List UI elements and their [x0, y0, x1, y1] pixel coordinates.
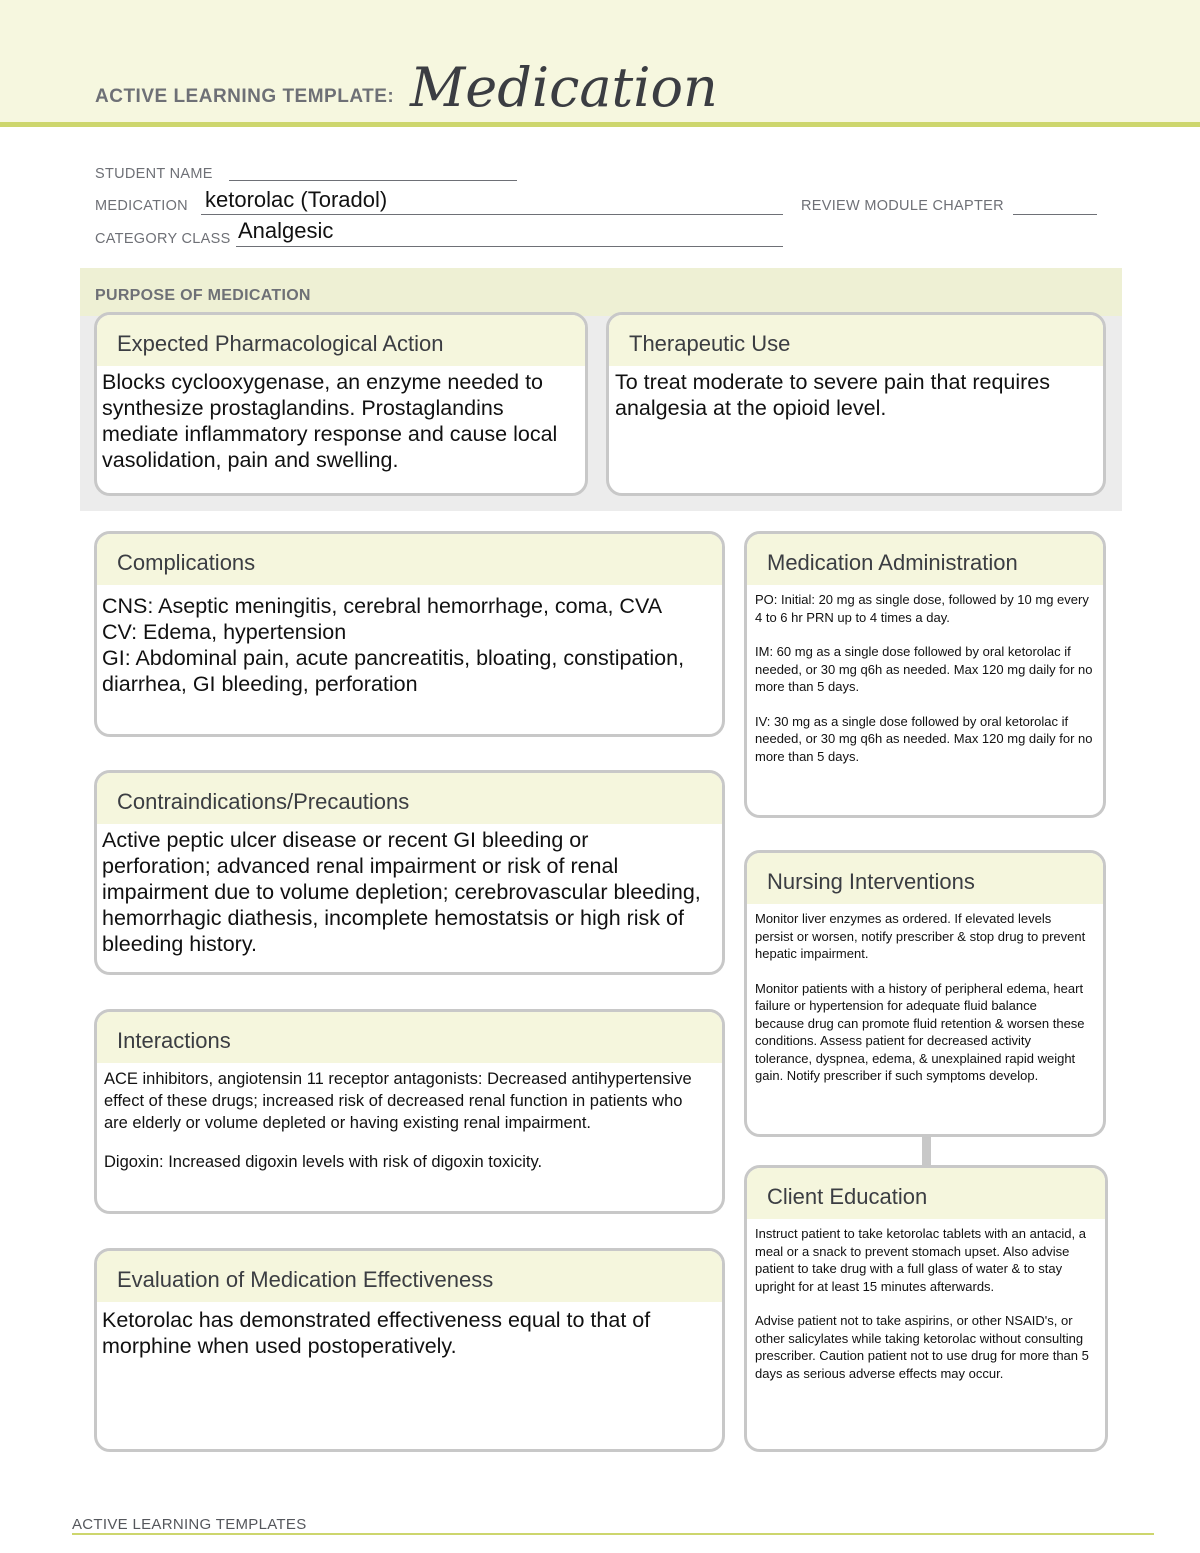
review-module-field[interactable] [1013, 214, 1097, 215]
administration-paragraph: IV: 30 mg as a single dose followed by oral ketorolac if needed, or 30 mg q6h as needed. Max 120 mg daily for no more than 5 days. [755, 713, 1093, 764]
medication-administration-title: Medication Administration [747, 534, 1103, 585]
nursing-interventions-title: Nursing Interventions [747, 853, 1103, 904]
review-module-label: REVIEW MODULE CHAPTER [801, 198, 1004, 214]
contraindications-text: Active peptic ulcer disease or recent GI bleeding or perforation; advanced renal impairment or risk of renal impairment due to volume depletion; cerebrovascular bleeding, hemorrhagic diathesis, incomplete hemostatsis or high risk of bleeding history. [102, 828, 701, 956]
nursing-interventions-box [744, 850, 1106, 1137]
contraindications-title: Contraindications/Precautions [97, 773, 722, 824]
template-label: ACTIVE LEARNING TEMPLATE: [95, 86, 395, 107]
nursing-paragraph: Monitor patients with a history of peripheral edema, heart failure or hypertension for adequate fluid balance because drug can promote fluid retention & worsen these conditions. Assess patient for decreased activity tolerance, dyspnea, edema, & unexplained rapid weight gain. Notify prescriber if such symptoms develop. [755, 980, 1085, 1083]
complications-line: CV: Edema, hypertension [102, 620, 347, 644]
expected-action-text: Blocks cyclooxygenase, an enzyme needed to synthesize prostaglandins. Prostaglandins mediate inflammatory response and cause local vasolidation, pain and swelling. [102, 370, 558, 472]
therapeutic-use-box [606, 312, 1106, 496]
interactions-paragraph: Digoxin: Increased digoxin levels with risk of digoxin toxicity. [104, 1153, 543, 1171]
interactions-title: Interactions [97, 1012, 722, 1063]
education-paragraph: Instruct patient to take ketorolac tablets with an antacid, a meal or a snack to prevent stomach upset. Also advise patient to take drug with a full glass of water & to stay upright for at least 15 minutes afterwards. [755, 1226, 1086, 1294]
client-education-title: Client Education [747, 1168, 1105, 1219]
connector-bar [922, 1136, 931, 1166]
administration-paragraph: IM: 60 mg as a single dose followed by oral ketorolac if needed, or 30 mg q6h as needed. Max 120 mg daily for no more than 5 days. [755, 644, 1093, 694]
interactions-paragraph: ACE inhibitors, angiotensin 11 receptor antagonists: Decreased antihypertensive effect of these drugs; increased risk of decreased renal function in patients who are elderly or volume depleted or having existing renal impairment. [104, 1070, 692, 1132]
purpose-title: PURPOSE OF MEDICATION [95, 287, 311, 304]
category-class-field[interactable] [236, 246, 783, 247]
administration-paragraph: PO: Initial: 20 mg as single dose, followed by 10 mg every 4 to 6 hr PRN up to 4 times a day. [755, 592, 1089, 625]
complications-title: Complications [97, 534, 722, 585]
evaluation-text: Ketorolac has demonstrated effectiveness equal to that of morphine when used postoperatively. [102, 1308, 651, 1358]
medication-value: ketorolac (Toradol) [205, 187, 388, 212]
expected-action-box [94, 312, 588, 496]
header-rule [0, 122, 1200, 127]
client-education-box [744, 1165, 1108, 1452]
complications-box [94, 531, 725, 737]
nursing-interventions-text [747, 904, 1103, 1085]
client-education-text [747, 1219, 1105, 1382]
evaluation-title: Evaluation of Medication Effectiveness [97, 1251, 722, 1302]
medication-field[interactable] [201, 214, 783, 215]
interactions-box [94, 1009, 725, 1214]
footer-text: ACTIVE LEARNING TEMPLATES [72, 1516, 307, 1533]
interactions-text [97, 1063, 722, 1173]
complications-line: GI: Abdominal pain, acute pancreatitis, bloating, constipation, diarrhea, GI bleeding, perforation [102, 646, 685, 696]
medication-label: MEDICATION [95, 198, 188, 214]
therapeutic-use-text: To treat moderate to severe pain that requires analgesia at the opioid level. [615, 370, 1051, 420]
student-name-field[interactable] [229, 180, 517, 181]
category-class-label: CATEGORY CLASS [95, 231, 231, 247]
expected-action-title: Expected Pharmacological Action [97, 315, 585, 366]
evaluation-box [94, 1248, 725, 1452]
medication-administration-text [747, 585, 1103, 765]
education-paragraph: Advise patient not to take aspirins, or other NSAID's, or other salicylates while taking ketorolac without consulting prescriber. Caution patient not to use drug for more than 5 days as serious adverse effects may occur. [755, 1313, 1089, 1381]
medication-administration-box [744, 531, 1106, 818]
complications-line: CNS: Aseptic meningitis, cerebral hemorrhage, coma, CVA [102, 594, 663, 618]
nursing-paragraph: Monitor liver enzymes as ordered. If elevated levels persist or worsen, notify prescriber & stop drug to prevent hepatic impairment. [755, 911, 1086, 961]
therapeutic-use-title: Therapeutic Use [609, 315, 1103, 366]
footer-rule [72, 1533, 1154, 1535]
page-title: Medication [410, 56, 718, 119]
contraindications-box [94, 770, 725, 975]
complications-text [97, 585, 722, 697]
category-class-value: Analgesic [238, 218, 334, 243]
student-name-label: STUDENT NAME [95, 166, 213, 182]
